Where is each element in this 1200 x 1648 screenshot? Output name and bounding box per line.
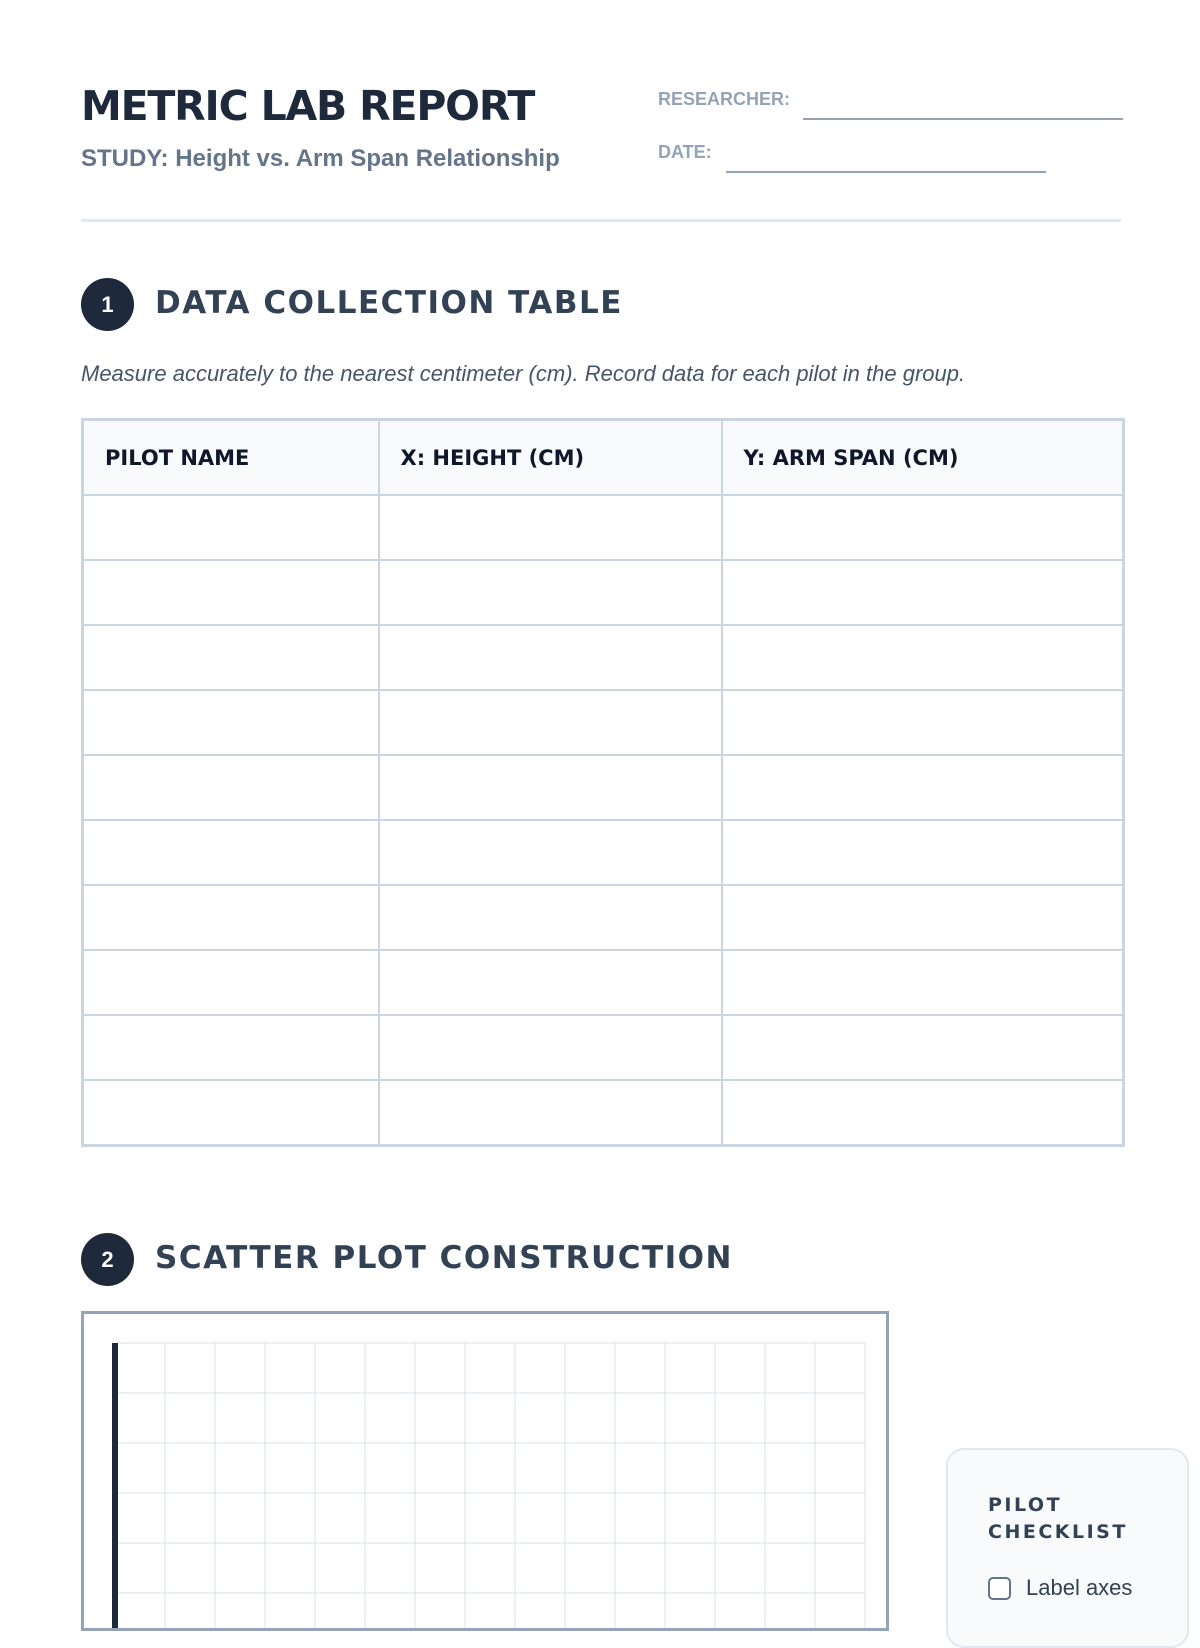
- height-cell[interactable]: [379, 560, 722, 625]
- study-subtitle: STUDY: Height vs. Arm Span Relationship: [81, 145, 560, 172]
- column-header-pilot-name: PILOT NAME: [83, 420, 379, 496]
- checkbox[interactable]: [988, 1577, 1011, 1600]
- height-cell[interactable]: [379, 1080, 722, 1146]
- table-row: [83, 1080, 1124, 1146]
- section-number-badge: 2: [81, 1233, 134, 1286]
- table-row: [83, 885, 1124, 950]
- arm-span-cell[interactable]: [722, 560, 1124, 625]
- pilot-name-cell[interactable]: [83, 755, 379, 820]
- arm-span-cell[interactable]: [722, 950, 1124, 1015]
- section-title-data-collection: DATA COLLECTION TABLE: [155, 285, 623, 321]
- height-cell[interactable]: [379, 1015, 722, 1080]
- height-cell[interactable]: [379, 495, 722, 560]
- scatter-plot-area[interactable]: [81, 1311, 889, 1631]
- checklist-title: PILOT CHECKLIST: [988, 1494, 1128, 1543]
- pilot-name-cell[interactable]: [83, 1080, 379, 1146]
- table-row: [83, 755, 1124, 820]
- arm-span-cell[interactable]: [722, 755, 1124, 820]
- scatter-plot-grid: [84, 1314, 886, 1628]
- pilot-name-cell[interactable]: [83, 625, 379, 690]
- checklist-item[interactable]: [988, 1575, 1132, 1601]
- table-row: [83, 495, 1124, 560]
- pilot-name-cell[interactable]: [83, 820, 379, 885]
- data-collection-table: [81, 418, 1125, 1147]
- height-cell[interactable]: [379, 690, 722, 755]
- height-cell[interactable]: [379, 755, 722, 820]
- checklist-item-label: Label axes: [1026, 1575, 1133, 1600]
- height-cell[interactable]: [379, 885, 722, 950]
- pilot-name-cell[interactable]: [83, 690, 379, 755]
- column-header-arm-span: Y: ARM SPAN (CM): [722, 420, 1124, 496]
- table-header-row: [83, 420, 1124, 496]
- pilot-name-cell[interactable]: [83, 560, 379, 625]
- table-row: [83, 820, 1124, 885]
- table-row: [83, 1015, 1124, 1080]
- table-row: [83, 950, 1124, 1015]
- researcher-field[interactable]: [803, 118, 1123, 120]
- pilot-name-cell[interactable]: [83, 495, 379, 560]
- section-number-badge: 1: [81, 278, 134, 331]
- arm-span-cell[interactable]: [722, 495, 1124, 560]
- table-row: [83, 560, 1124, 625]
- arm-span-cell[interactable]: [722, 1080, 1124, 1146]
- pilot-name-cell[interactable]: [83, 1015, 379, 1080]
- header-divider: [81, 219, 1121, 222]
- table-row: [83, 690, 1124, 755]
- pilot-checklist: [946, 1448, 1189, 1648]
- height-cell[interactable]: [379, 820, 722, 885]
- height-cell[interactable]: [379, 950, 722, 1015]
- pilot-name-cell[interactable]: [83, 950, 379, 1015]
- arm-span-cell[interactable]: [722, 625, 1124, 690]
- column-header-height: X: HEIGHT (CM): [379, 420, 722, 496]
- date-label: DATE:: [658, 142, 712, 162]
- arm-span-cell[interactable]: [722, 690, 1124, 755]
- arm-span-cell[interactable]: [722, 1015, 1124, 1080]
- arm-span-cell[interactable]: [722, 820, 1124, 885]
- researcher-label: RESEARCHER:: [658, 89, 791, 109]
- measurement-instructions: Measure accurately to the nearest centimeter (cm). Record data for each pilot in the group.: [81, 361, 966, 386]
- section-title-scatter-plot: SCATTER PLOT CONSTRUCTION: [155, 1240, 733, 1276]
- table-body: [83, 495, 1124, 1146]
- arm-span-cell[interactable]: [722, 885, 1124, 950]
- height-cell[interactable]: [379, 625, 722, 690]
- date-field[interactable]: [726, 171, 1046, 173]
- table-row: [83, 625, 1124, 690]
- report-title: METRIC LAB REPORT: [81, 82, 535, 130]
- pilot-name-cell[interactable]: [83, 885, 379, 950]
